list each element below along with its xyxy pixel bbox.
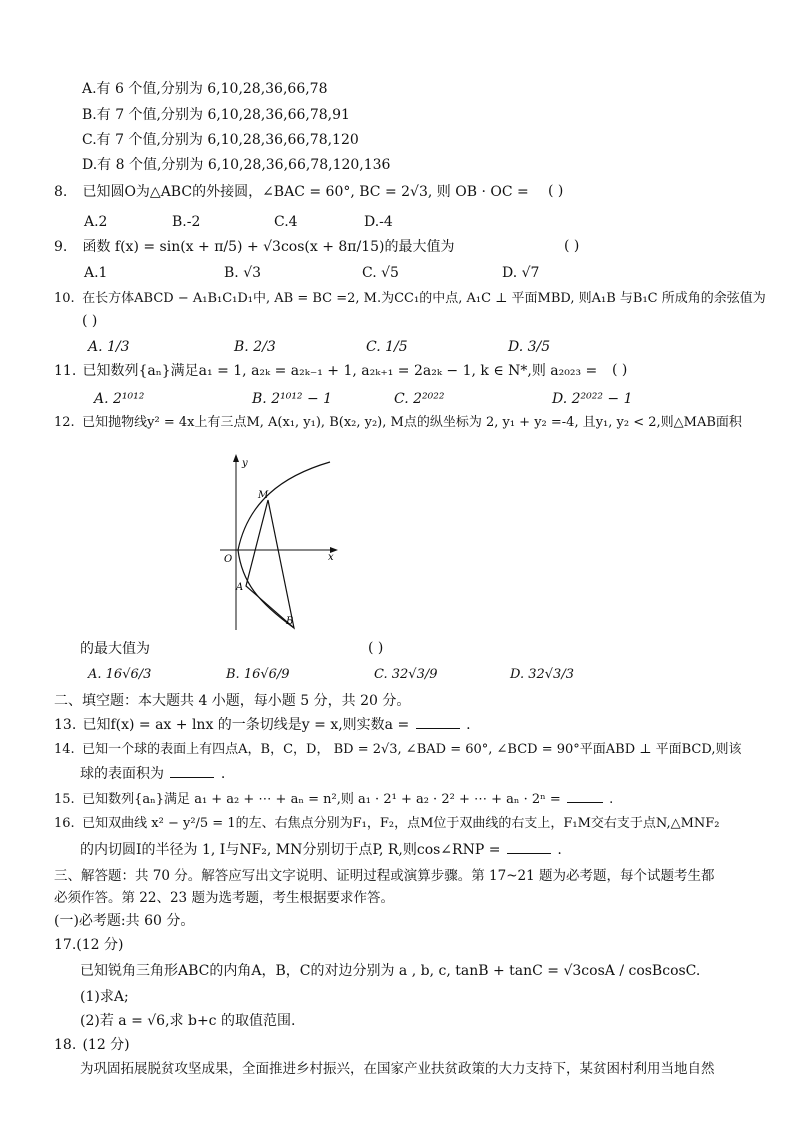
q18-text: 为巩固拓展脱贫攻坚成果，全面推进乡村振兴，在国家产业扶贫政策的大力支持下，某贫困村利用当地自然 <box>80 1061 715 1077</box>
q8-option-d: D.-4 <box>364 214 393 230</box>
q11-text: 已知数列{aₙ}满足a₁ = 1, a₂ₖ = a₂ₖ₋₁ + 1, a₂ₖ₊₁ = 2a₂ₖ − 1, k ∈ N*,则 a₂₀₂₃ = <box>82 363 598 379</box>
q9-answer-paren: ( ) <box>564 238 580 254</box>
q12-tail: 的最大值为 <box>80 641 150 657</box>
q10-stem <box>54 290 766 308</box>
q11-option-b: B. 2¹⁰¹² − 1 <box>252 391 333 407</box>
q16-answer-blank <box>507 841 551 854</box>
section-answer-heading-line2: 必须作答。第 22、23 题为选考题，考生根据要求作答。 <box>54 890 394 906</box>
q7-option-a: A.有 6 个值,分别为 6,10,28,36,66,78 <box>82 81 328 97</box>
q14-answer-blank <box>170 765 214 778</box>
q8-answer-paren: ( ) <box>548 183 564 199</box>
q13-text: 已知f(x) = ax + lnx 的一条切线是y = x,则实数a = <box>82 717 410 733</box>
q15-period: . <box>609 792 614 807</box>
q10-answer-paren: ( ) <box>82 313 98 329</box>
q14-line2-text: 球的表面积为 <box>80 766 164 782</box>
q11-option-c: C. 2²⁰²² <box>394 391 445 407</box>
q9-option-a: A.1 <box>84 265 108 281</box>
q12-answer-paren: ( ) <box>368 640 384 656</box>
q16-line2-text: 的内切圆I的半径为 1, I与NF₂, MN分别切于点P, R,则cos∠RNP = <box>80 842 501 858</box>
q18-heading <box>54 1036 130 1054</box>
q11-stem <box>54 362 597 380</box>
q7-option-c: C.有 7 个值,分别为 6,10,28,36,66,78,120 <box>82 132 359 148</box>
section-fill-in-heading: 二、填空题：本大题共 4 小题，每小题 5 分，共 20 分。 <box>54 693 411 709</box>
q11-number: 11. <box>54 363 77 379</box>
q16-stem <box>54 815 720 833</box>
q16-number: 16. <box>54 816 75 831</box>
q15-number: 15. <box>54 792 75 807</box>
q9-text: 函数 f(x) = sin(x + π/5) + √3cos(x + 8π/15)的最大值为 <box>82 239 455 255</box>
q14-number: 14. <box>54 742 75 757</box>
q13-answer-blank <box>416 716 460 729</box>
q8-stem <box>54 183 529 201</box>
q17-text: 已知锐角三角形ABC的内角A，B，C的对边分别为 a , b, c, tanB + tanC = √3cosA / cosBcosC. <box>80 963 701 979</box>
q12-option-d: D. 32√3/3 <box>510 667 574 682</box>
fig-label-a: A <box>236 582 244 593</box>
q17-heading: 17.(12 分) <box>54 937 124 953</box>
q8-option-c: C.4 <box>274 214 298 230</box>
q8-text: 已知圆O为△ABC的外接圆，∠BAC = 60°, BC = 2√3, 则 OB · OC = <box>82 184 529 200</box>
q13 <box>54 716 471 734</box>
q9-number: 9. <box>54 239 68 255</box>
q10-option-d: D. 3/5 <box>508 339 551 355</box>
q9-stem <box>54 238 455 256</box>
q13-number: 13. <box>54 717 77 733</box>
fig-label-b: B <box>286 616 294 627</box>
q17-part-1: (1)求A; <box>80 989 129 1005</box>
parabola-curve <box>238 462 330 628</box>
y-axis-arrow <box>233 454 239 462</box>
q10-option-a: A. 1/3 <box>88 339 130 355</box>
q7-option-b: B.有 7 个值,分别为 6,10,28,36,66,78,91 <box>82 107 350 123</box>
q12-option-b: B. 16√6/9 <box>226 667 290 682</box>
q14-stem <box>54 741 741 759</box>
fig-label-o: O <box>224 554 233 565</box>
q12-text: 已知抛物线y² = 4x上有三点M, A(x₁, y₁), B(x₂, y₂), M点的纵坐标为 2, y₁ + y₂ =-4, 且y₁, y₂ < 2,则△MAB面积 <box>82 415 742 430</box>
required-questions-heading: (一)必考题:共 60 分。 <box>54 913 195 929</box>
q15-answer-blank <box>567 790 603 803</box>
q13-period: . <box>466 717 471 733</box>
q8-option-b: B.-2 <box>172 214 201 230</box>
q9-option-b: B. √3 <box>224 265 262 281</box>
fig-label-y: y <box>242 458 248 469</box>
parabola-figure <box>212 452 348 632</box>
q14-line2 <box>80 765 225 783</box>
q10-option-b: B. 2/3 <box>234 339 276 355</box>
q11-option-a: A. 2¹⁰¹² <box>94 391 145 407</box>
fig-label-m: M <box>258 490 269 501</box>
q11-option-d: D. 2²⁰²² − 1 <box>552 391 633 407</box>
q10-number: 10. <box>54 291 75 306</box>
q12-stem <box>54 414 742 432</box>
q9-option-d: D. √7 <box>502 265 540 281</box>
q17-part-2: (2)若 a = √6,求 b+c 的取值范围. <box>80 1013 296 1029</box>
q12-option-c: C. 32√3/9 <box>374 667 438 682</box>
q16-period: . <box>557 842 562 858</box>
q8-option-a: A.2 <box>84 214 108 230</box>
q16-text: 已知双曲线 x² − y²/5 = 1的左、右焦点分别为F₁，F₂，点M位于双曲线的右支上，F₁M交右支于点N,△MNF₂ <box>82 816 720 831</box>
q18-points: (12 分) <box>82 1037 130 1053</box>
section-answer-heading: 三、解答题：共 70 分。解答应写出文字说明、证明过程或演算步骤。第 17~21 题为必考题，每个试题考生都 <box>54 868 715 884</box>
q7-option-d: D.有 8 个值,分别为 6,10,28,36,66,78,120,136 <box>82 157 391 173</box>
fig-label-x: x <box>328 552 334 563</box>
q16-line2 <box>80 841 562 859</box>
q14-period: . <box>220 766 226 782</box>
q18-number: 18. <box>54 1037 77 1053</box>
q12-number: 12. <box>54 415 75 430</box>
q14-text: 已知一个球的表面上有四点A，B，C，D， BD = 2√3, ∠BAD = 60°, ∠BCD = 90°平面ABD ⊥ 平面BCD,则该 <box>82 742 742 757</box>
q10-option-c: C. 1/5 <box>366 339 408 355</box>
q8-number: 8. <box>54 184 68 200</box>
q9-option-c: C. √5 <box>362 265 399 281</box>
q11-answer-paren: ( ) <box>612 362 628 378</box>
q15-text: 已知数列{aₙ}满足 a₁ + a₂ + ⋯ + aₙ = n²,则 a₁ · 2¹ + a₂ · 2² + ⋯ + aₙ · 2ⁿ = <box>82 792 561 807</box>
q12-option-a: A. 16√6/3 <box>88 667 152 682</box>
q10-text: 在长方体ABCD − A₁B₁C₁D₁中, AB = BC =2, M.为CC₁的中点, A₁C ⊥ 平面MBD, 则A₁B 与B₁C 所成角的余弦值为 <box>82 291 766 306</box>
q15 <box>54 790 613 809</box>
